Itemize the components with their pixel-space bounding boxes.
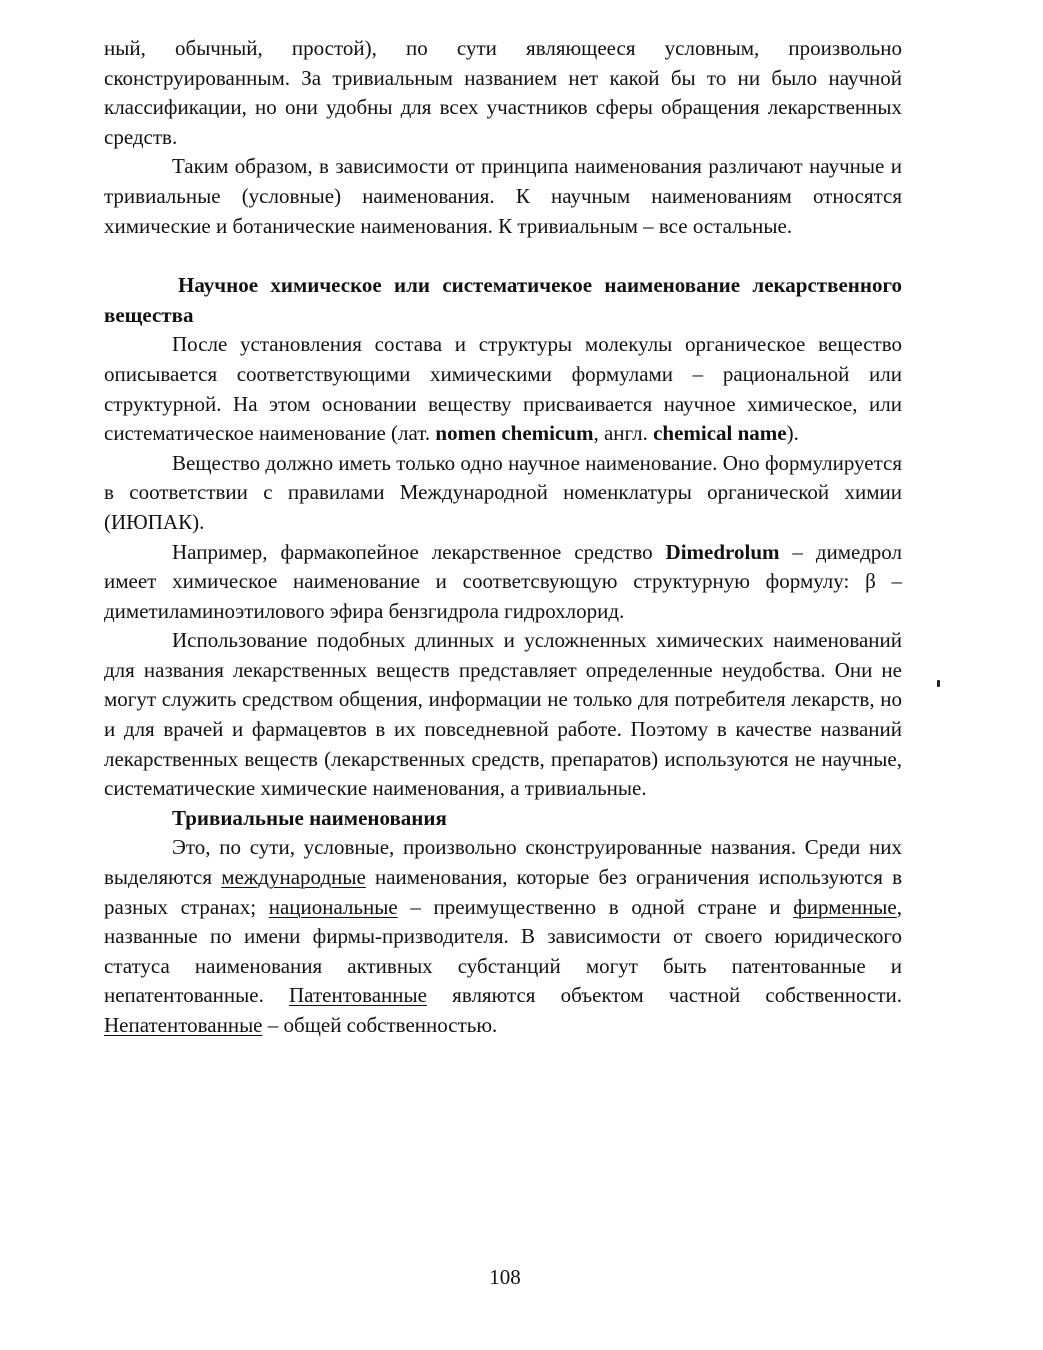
- section-spacer: [104, 241, 902, 271]
- text-run: – преимущественно в одной стране и: [397, 894, 794, 919]
- underlined-term: международные: [221, 865, 366, 890]
- bold-term: Dimedrolum: [665, 539, 780, 564]
- page-body: [104, 34, 902, 1041]
- paragraph-intro-continuation: [104, 34, 902, 152]
- text-run: ный, обычный, простой), по сути являющееся условным, произвольно сконструированным. За тривиальным названием нет какой бы то ни было научной классификации, но они удобны для всех участников сферы обращения лекарственных средств.: [104, 36, 902, 149]
- text-run: Использование подобных длинных и усложненных химических наименований для названия лекарственных веществ представляет определенные неудобства. Они не могут служить средством общения, информации не только для потребителя лекарств, но и для врачей и фармацевтов в их повседневной работе. Поэтому в качестве названий лекарственных веществ (лекарственных средств, препаратов) используются не научные, систематические химические наименования, а тривиальные.: [104, 628, 902, 801]
- text-run: Вещество должно иметь только одно научное наименование. Оно формулируется в соответствии с правилами Международной номенклатуры органической химии (ИЮПАК).: [104, 450, 902, 534]
- paragraph-iupac: [104, 449, 902, 538]
- paragraph-chemical-formula: [104, 330, 902, 448]
- text-run: , названные по имени фирмы-призводителя. В зависимости от своего юридического статуса наименования активных субстанций могут быть патентованные и непатентованные.: [104, 894, 902, 1008]
- text-run: являются объектом частной собственности.: [426, 983, 902, 1008]
- paragraph-naming-principles: [104, 152, 902, 241]
- section-heading-trivial-names: Тривиальные наименования: [172, 805, 447, 830]
- paragraph-dimedrol-example: [104, 538, 902, 627]
- paragraph-trivial-names: [104, 833, 902, 1040]
- scan-artifact-mark: [937, 680, 940, 687]
- page-number: 108: [489, 1265, 521, 1289]
- text-run: – димедрол имеет химическое наименование и соответсвующую структурную формулу: β –диметиламиноэтилового эфира бензгидрола гидрохлорид.: [104, 539, 902, 623]
- text-run: – общей собственностью.: [262, 1013, 498, 1037]
- underlined-term: Непатентованные: [104, 1013, 263, 1037]
- underlined-term: национальные: [268, 894, 398, 919]
- underlined-term: Патентованные: [289, 983, 427, 1008]
- bold-term: nomen chemicum: [435, 421, 594, 446]
- text-run: Это, по сути, условные, произвольно сконструированные названия. Среди них выделяются: [104, 835, 902, 890]
- text-run: Например, фармакопейное лекарственное средство: [172, 539, 666, 564]
- text-run: ).: [786, 421, 799, 446]
- text-run: После установления состава и структуры молекулы органическое вещество описывается соответствующими химическими формулами – рациональной или структурной. На этом основании веществу присваивается научное химическое, или систематическое наименование (лат.: [104, 332, 902, 446]
- section-heading-chemical-name: Научное химическое или систематичекое наименование лекарственного вещества: [104, 273, 902, 327]
- text-run: , англ.: [593, 421, 654, 446]
- underlined-term: фирменные: [793, 894, 897, 919]
- bold-term: chemical name: [653, 421, 787, 446]
- paragraph-inconvenience: [104, 626, 902, 804]
- text-run: наименования, которые без ограничения используются в разных странах;: [104, 865, 902, 919]
- text-run: Таким образом, в зависимости от принципа наименования различают научные и тривиальные (условные) наименования. К научным наименованиям относятся химические и ботанические наименования. К тривиальным – все остальные.: [104, 154, 902, 238]
